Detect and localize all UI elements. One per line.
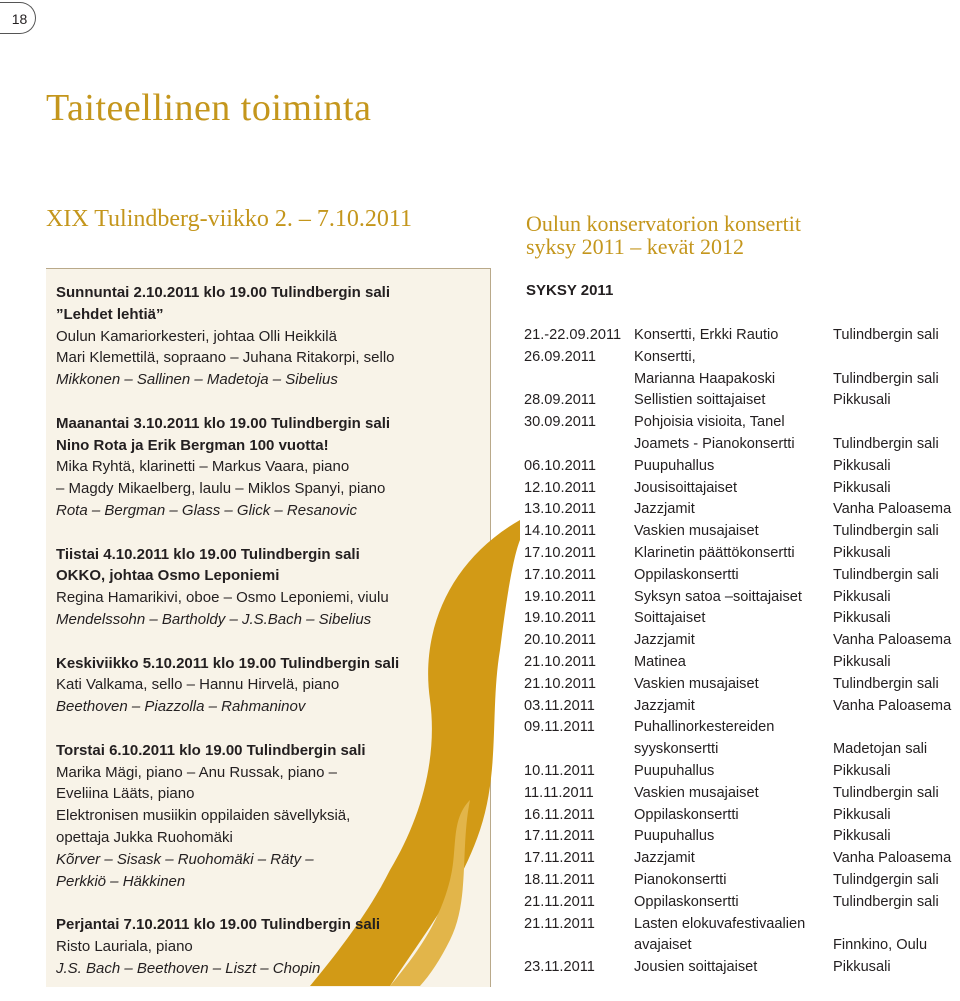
concert-performer-line: Regina Hamarikivi, oboe – Osmo Leponiemi, viulu bbox=[56, 589, 389, 607]
schedule-event: Vaskien musajaiset bbox=[634, 675, 759, 692]
schedule-date: 23.11.2011 bbox=[524, 959, 595, 976]
concert-performer-line: Elektronisen musiikin oppilaiden sävellyksiä, bbox=[56, 807, 351, 825]
schedule-row bbox=[524, 935, 951, 957]
schedule-row bbox=[524, 630, 951, 652]
schedule-row bbox=[524, 739, 951, 761]
schedule-row bbox=[524, 761, 951, 783]
concert-block bbox=[56, 413, 399, 522]
schedule-date: 13.10.2011 bbox=[524, 501, 596, 518]
schedule-event: Puhallinorkestereiden bbox=[634, 719, 775, 736]
schedule-date bbox=[524, 935, 634, 957]
concert-title-line: Maanantai 3.10.2011 klo 19.00 Tulindbergin sali bbox=[56, 414, 391, 432]
schedule-venue: Pikkusali bbox=[833, 959, 891, 976]
schedule-venue: Vanha Paloasema bbox=[833, 850, 952, 867]
concert-title-line: Torstai 6.10.2011 klo 19.00 Tulindbergin sali bbox=[56, 741, 366, 759]
concert-program-line: Beethoven – Piazzolla – Rahmaninov bbox=[56, 698, 306, 716]
concert-title-line: OKKO, johtaa Osmo Leponiemi bbox=[56, 567, 280, 585]
concert-program-line: Perkkiö – Häkkinen bbox=[56, 872, 186, 890]
schedule-row bbox=[524, 565, 951, 587]
schedule-event: Puupuhallus bbox=[634, 457, 715, 474]
schedule-row bbox=[524, 369, 951, 391]
schedule-date: 09.11.2011 bbox=[524, 719, 595, 736]
schedule-row bbox=[524, 652, 951, 674]
concert-block bbox=[56, 653, 399, 718]
schedule-row bbox=[524, 390, 951, 412]
concert-performer-line: Eveliina Lääts, piano bbox=[56, 785, 195, 803]
schedule-date: 17.11.2011 bbox=[524, 850, 595, 867]
concert-program-line: Mikkonen – Sallinen – Madetoja – Sibelius bbox=[56, 371, 338, 389]
concert-block bbox=[56, 914, 399, 979]
schedule-date: 17.10.2011 bbox=[524, 544, 596, 561]
schedule-date: 21.10.2011 bbox=[524, 675, 596, 692]
schedule-date: 18.11.2011 bbox=[524, 871, 595, 888]
schedule-date bbox=[524, 739, 634, 761]
schedule-event: Lasten elokuvafestivaalien bbox=[634, 915, 806, 932]
schedule-event: Soittajaiset bbox=[634, 610, 706, 627]
schedule-venue: Tulindbergin sali bbox=[833, 675, 939, 692]
schedule-date: 11.11.2011 bbox=[524, 784, 594, 801]
schedule-event: Jazzjamit bbox=[634, 632, 695, 649]
schedule-date: 17.10.2011 bbox=[524, 566, 596, 583]
schedule-row bbox=[524, 543, 951, 565]
schedule-row bbox=[524, 608, 951, 630]
schedule-venue: Tulindbergin sali bbox=[833, 327, 939, 343]
schedule-venue: Pikkusali bbox=[833, 762, 891, 779]
schedule-venue: Tulindbergin sali bbox=[833, 523, 939, 540]
concert-block bbox=[56, 740, 399, 893]
concert-block bbox=[56, 544, 399, 631]
schedule-date: 21.10.2011 bbox=[524, 653, 596, 670]
schedule-date bbox=[524, 369, 634, 391]
schedule-date: 19.10.2011 bbox=[524, 588, 596, 605]
schedule-row bbox=[524, 805, 951, 827]
schedule-date: 17.11.2011 bbox=[524, 828, 595, 845]
schedule-venue: Vanha Paloasema bbox=[833, 697, 952, 714]
concert-title-line: Tiistai 4.10.2011 klo 19.00 Tulindbergin sali bbox=[56, 545, 360, 563]
concert-performer-line: Marika Mägi, piano – Anu Russak, piano – bbox=[56, 763, 337, 781]
schedule-row bbox=[524, 347, 951, 369]
schedule-event: avajaiset bbox=[634, 937, 692, 954]
schedule-venue bbox=[833, 412, 951, 434]
concert-program-line: Kõrver – Sisask – Ruohomäki – Räty – bbox=[56, 850, 314, 868]
schedule-event: Jazzjamit bbox=[634, 850, 695, 867]
schedule-event: Syksyn satoa –soittajaiset bbox=[634, 588, 802, 605]
schedule-event: Puupuhallus bbox=[634, 828, 715, 845]
schedule-event: Oppilaskonsertti bbox=[634, 893, 739, 910]
schedule-event: Sellistien soittajaiset bbox=[634, 392, 766, 409]
conservatory-concerts-heading bbox=[526, 212, 801, 258]
concert-title-line: Keskiviikko 5.10.2011 klo 19.00 Tulindbergin sali bbox=[56, 654, 400, 672]
schedule-event: Jousisoittajaiset bbox=[634, 479, 738, 496]
concert-title-line: ”Lehdet lehtiä” bbox=[56, 305, 164, 323]
concert-performer-line: Mika Ryhtä, klarinetti – Markus Vaara, piano bbox=[56, 458, 350, 476]
schedule-row bbox=[524, 587, 951, 609]
tulindberg-week-heading: XIX Tulindberg-viikko 2. – 7.10.2011 bbox=[46, 206, 413, 232]
schedule-date: 12.10.2011 bbox=[524, 479, 596, 496]
schedule-event: Konsertti, Erkki Rautio bbox=[634, 327, 779, 343]
concert-performer-line: – Magdy Mikaelberg, laulu – Miklos Spanyi, piano bbox=[56, 480, 386, 498]
schedule-venue: Pikkusali bbox=[833, 457, 891, 474]
schedule-date: 06.10.2011 bbox=[524, 457, 596, 474]
schedule-event: Oppilaskonsertti bbox=[634, 806, 739, 823]
schedule-date: 10.11.2011 bbox=[524, 762, 595, 779]
schedule-row bbox=[524, 957, 951, 979]
schedule-event: Vaskien musajaiset bbox=[634, 523, 759, 540]
schedule-venue: Pikkusali bbox=[833, 544, 891, 561]
schedule-date: 21.-22.09.2011 bbox=[524, 327, 622, 343]
schedule-row bbox=[524, 456, 951, 478]
schedule-row bbox=[524, 783, 951, 805]
schedule-venue: Tulindbergin sali bbox=[833, 893, 939, 910]
concert-performer-line: Mari Klemettilä, sopraano – Juhana Ritakorpi, sello bbox=[56, 349, 395, 367]
schedule-event: Oppilaskonsertti bbox=[634, 566, 739, 583]
schedule-venue: Tulindbergin sali bbox=[833, 370, 939, 387]
schedule-row bbox=[524, 521, 951, 543]
schedule-event: Matinea bbox=[634, 653, 686, 670]
schedule-row bbox=[524, 478, 951, 500]
concert-performer-line: Kati Valkama, sello – Hannu Hirvelä, piano bbox=[56, 676, 340, 694]
schedule-event: Marianna Haapakoski bbox=[634, 370, 776, 387]
schedule-venue: Pikkusali bbox=[833, 479, 891, 496]
schedule-row bbox=[524, 499, 951, 521]
schedule-event: Vaskien musajaiset bbox=[634, 784, 759, 801]
schedule-venue: Pikkusali bbox=[833, 653, 891, 670]
schedule-date: 21.11.2011 bbox=[524, 915, 595, 932]
schedule-date: 30.09.2011 bbox=[524, 414, 596, 431]
schedule-date: 20.10.2011 bbox=[524, 632, 596, 649]
concert-title-line: Sunnuntai 2.10.2011 klo 19.00 Tulindbergin sali bbox=[56, 284, 390, 301]
schedule-date: 03.11.2011 bbox=[524, 697, 595, 714]
schedule-event: Jousien soittajaiset bbox=[634, 959, 758, 976]
page-number: 18 bbox=[0, 2, 36, 34]
schedule-row bbox=[524, 696, 951, 718]
schedule-row bbox=[524, 325, 951, 347]
concert-title-line: Perjantai 7.10.2011 klo 19.00 Tulindbergin sali bbox=[56, 916, 381, 934]
schedule-date: 28.09.2011 bbox=[524, 392, 596, 409]
schedule-venue: Pikkusali bbox=[833, 392, 891, 409]
concert-performer-line: Oulun Kamariorkesteri, johtaa Olli Heikkilä bbox=[56, 327, 337, 345]
schedule-venue: Pikkusali bbox=[833, 828, 891, 845]
schedule-venue: Vanha Paloasema bbox=[833, 632, 952, 649]
schedule-event: Konsertti, bbox=[634, 348, 696, 365]
schedule-row bbox=[524, 826, 951, 848]
schedule-venue: Tulindgergin sali bbox=[833, 871, 939, 888]
schedule-date: 19.10.2011 bbox=[524, 610, 596, 627]
schedule-row bbox=[524, 717, 951, 739]
schedule-event: Puupuhallus bbox=[634, 762, 715, 779]
schedule-row bbox=[524, 870, 951, 892]
concert-program-line: J.S. Bach – Beethoven – Liszt – Chopin bbox=[56, 959, 321, 977]
schedule-row bbox=[524, 892, 951, 914]
schedule-row bbox=[524, 412, 951, 434]
schedule-event: Joamets - Pianokonsertti bbox=[634, 435, 795, 452]
schedule-event: syyskonsertti bbox=[634, 741, 719, 758]
schedule-venue: Pikkusali bbox=[833, 588, 891, 605]
schedule-event: Pianokonsertti bbox=[634, 871, 727, 888]
schedule-venue: Tulindbergin sali bbox=[833, 566, 939, 583]
schedule-event: Pohjoisia visioita, Tanel bbox=[634, 414, 785, 431]
concert-block bbox=[56, 282, 399, 391]
schedule-venue: Finnkino, Oulu bbox=[833, 937, 928, 954]
concert-title-line: Nino Rota ja Erik Bergman 100 vuotta! bbox=[56, 436, 329, 454]
schedule-date bbox=[524, 434, 634, 456]
schedule-venue bbox=[833, 717, 951, 739]
schedule-date: 14.10.2011 bbox=[524, 523, 596, 540]
schedule-row bbox=[524, 914, 951, 936]
concert-list bbox=[56, 282, 399, 1001]
page-title: Taiteellinen toiminta bbox=[46, 87, 372, 129]
schedule-venue bbox=[833, 347, 951, 369]
concert-program-line: Mendelssohn – Bartholdy – J.S.Bach – Sibelius bbox=[56, 610, 372, 628]
schedule-venue: Madetojan sali bbox=[833, 741, 928, 758]
heading-line-2: syksy 2011 – kevät 2012 bbox=[526, 234, 744, 259]
concert-performer-line: opettaja Jukka Ruohomäki bbox=[56, 828, 233, 846]
schedule-row bbox=[524, 674, 951, 696]
schedule-row bbox=[524, 848, 951, 870]
schedule-row bbox=[524, 434, 951, 456]
season-label: SYKSY 2011 bbox=[526, 282, 614, 299]
schedule-venue: Tulindbergin sali bbox=[833, 784, 939, 801]
schedule-event: Jazzjamit bbox=[634, 501, 695, 518]
schedule-venue bbox=[833, 914, 951, 936]
schedule-venue: Pikkusali bbox=[833, 610, 891, 627]
concert-schedule-table bbox=[524, 325, 951, 979]
schedule-date: 26.09.2011 bbox=[524, 348, 596, 365]
schedule-event: Jazzjamit bbox=[634, 697, 695, 714]
heading-line-1: Oulun konservatorion konsertit bbox=[526, 211, 801, 236]
concert-program-line: Rota – Bergman – Glass – Glick – Resanovic bbox=[56, 501, 357, 519]
schedule-date: 21.11.2011 bbox=[524, 893, 595, 910]
schedule-venue: Tulindbergin sali bbox=[833, 435, 939, 452]
schedule-event: Klarinetin päättökonsertti bbox=[634, 544, 795, 561]
schedule-venue: Vanha Paloasema bbox=[833, 501, 952, 518]
concert-performer-line: Risto Lauriala, piano bbox=[56, 937, 193, 955]
schedule-date: 16.11.2011 bbox=[524, 806, 595, 823]
schedule-venue: Pikkusali bbox=[833, 806, 891, 823]
